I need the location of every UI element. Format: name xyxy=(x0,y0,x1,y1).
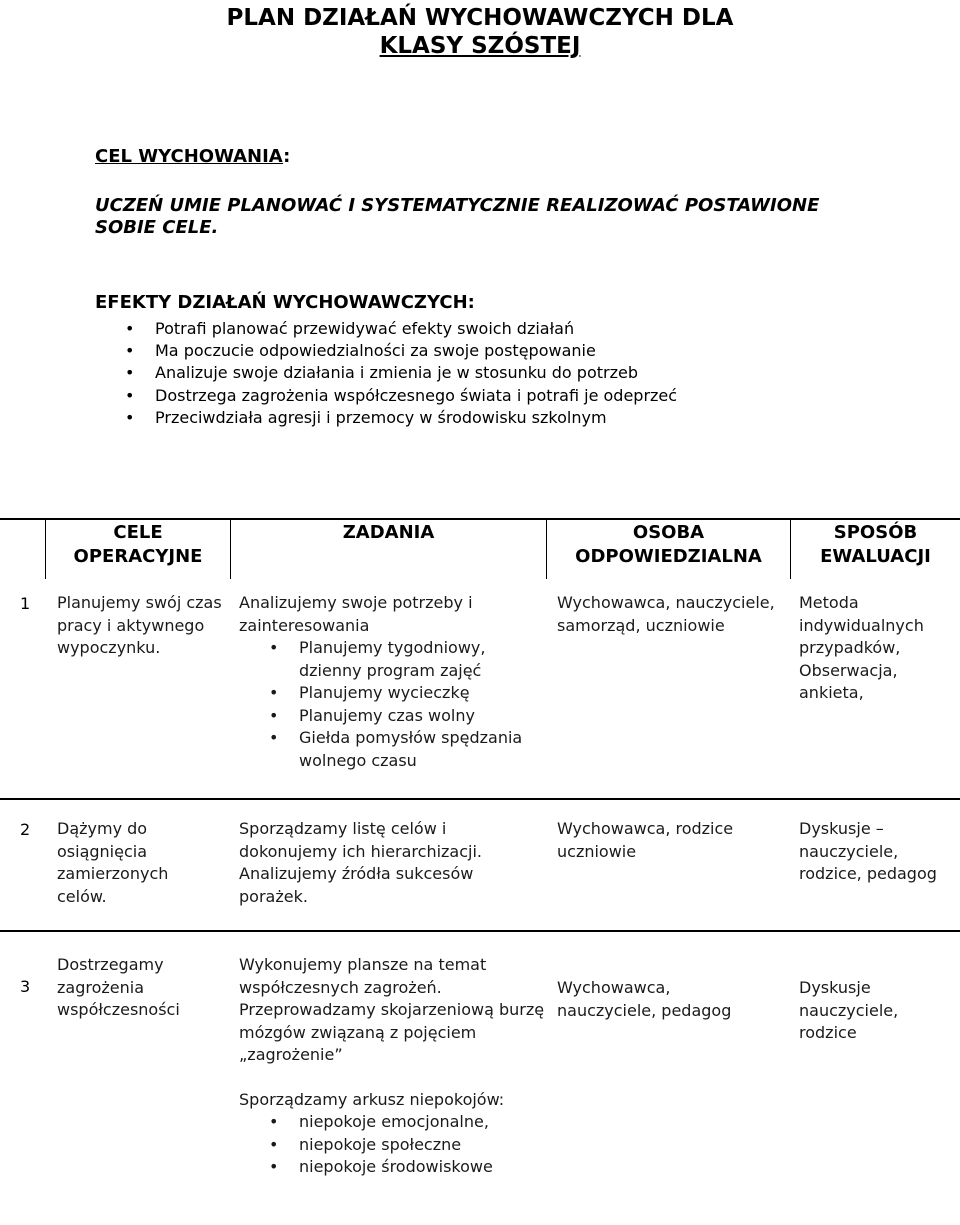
row-goal: Dążymy do osiągnięcia zamierzonych celów. xyxy=(57,819,169,906)
goal-heading-colon: : xyxy=(283,146,291,167)
header-tasks: ZADANIA xyxy=(342,522,435,543)
tasks-intro: Analizujemy swoje potrzeby i zainteresowania xyxy=(239,593,473,635)
row-evaluation: Dyskusje nauczyciele, rodzice xyxy=(799,978,899,1042)
row-person: Wychowawca, nauczyciele, pedagog xyxy=(557,978,732,1020)
header-evaluation: SPOSÓB EWALUACJI xyxy=(820,522,931,567)
effects-list xyxy=(125,318,677,429)
effect-item: • Ma poczucie odpowiedzialności za swoje postępowanie xyxy=(125,340,677,362)
row-tasks: Sporządzamy listę celów i dokonujemy ich hierarchizacji. Analizujemy źródła sukcesów porażek. xyxy=(239,819,483,906)
effect-item: • Przeciwdziała agresji i przemocy w środowisku szkolnym xyxy=(125,407,677,429)
goal-heading xyxy=(95,146,290,167)
tasks-intro-2: Sporządzamy arkusz niepokojów: xyxy=(239,1089,505,1109)
row-person: Wychowawca, rodzice uczniowie xyxy=(557,819,734,861)
goal-text: UCZEŃ UMIE PLANOWAĆ I SYSTEMATYCZNIE REALIZOWAĆ POSTAWIONE SOBIE CELE. xyxy=(95,195,820,238)
row-goal: Dostrzegamy zagrożenia współczesności xyxy=(57,955,180,1019)
header-goals: CELE OPERACYJNE xyxy=(73,522,203,567)
row-evaluation: Dyskusje – nauczyciele, rodzice, pedagog xyxy=(799,819,937,883)
effect-item: • Potrafi planować przewidywać efekty swoich działań xyxy=(125,318,677,340)
row-number: 2 xyxy=(20,820,31,839)
title-line-2: KLASY SZÓSTEJ xyxy=(379,33,581,59)
task-item: • Planujemy tygodniowy, dzienny program zajęć xyxy=(239,637,544,682)
effects-heading: EFEKTY DZIAŁAŃ WYCHOWAWCZYCH: xyxy=(95,292,475,313)
row-person: Wychowawca, nauczyciele, samorząd, uczniowie xyxy=(557,593,775,635)
row-goal: Planujemy swój czas pracy i aktywnego wypoczynku. xyxy=(57,593,222,657)
table-border-top xyxy=(0,518,960,520)
row-divider xyxy=(0,798,960,800)
row-evaluation: Metoda indywidualnych przypadków, Obserwacja, ankieta, xyxy=(799,593,924,702)
title-line-1: PLAN DZIAŁAŃ WYCHOWAWCZYCH DLA xyxy=(226,5,734,31)
task-item: • niepokoje emocjonalne, xyxy=(239,1111,549,1134)
tasks-list xyxy=(239,1111,549,1179)
task-item: • niepokoje społeczne xyxy=(239,1134,549,1157)
task-item: • Giełda pomysłów spędzania wolnego czasu xyxy=(239,727,544,772)
spacer xyxy=(239,1067,549,1089)
task-item: • Planujemy wycieczkę xyxy=(239,682,544,705)
goal-heading-text: CEL WYCHOWANIA xyxy=(95,146,284,167)
tasks-intro: Wykonujemy plansze na temat współczesnych zagrożeń. Przeprowadzamy skojarzeniową burzę mózgów związaną z pojęciem „zagrożenie” xyxy=(239,955,545,1064)
effect-item: • Dostrzega zagrożenia współczesnego świata i potrafi je odeprzeć xyxy=(125,385,677,407)
row-number: 3 xyxy=(20,977,31,996)
header-person: OSOBA ODPOWIEDZIALNA xyxy=(575,522,762,567)
page-title xyxy=(0,4,960,60)
tasks-list xyxy=(239,637,544,772)
task-item: • Planujemy czas wolny xyxy=(239,705,544,728)
row-divider xyxy=(0,930,960,932)
row-tasks xyxy=(239,592,544,772)
row-number: 1 xyxy=(20,594,31,613)
task-item: • niepokoje środowiskowe xyxy=(239,1156,549,1179)
effect-item: • Analizuje swoje działania i zmienia je w stosunku do potrzeb xyxy=(125,362,677,384)
row-tasks xyxy=(239,954,549,1179)
